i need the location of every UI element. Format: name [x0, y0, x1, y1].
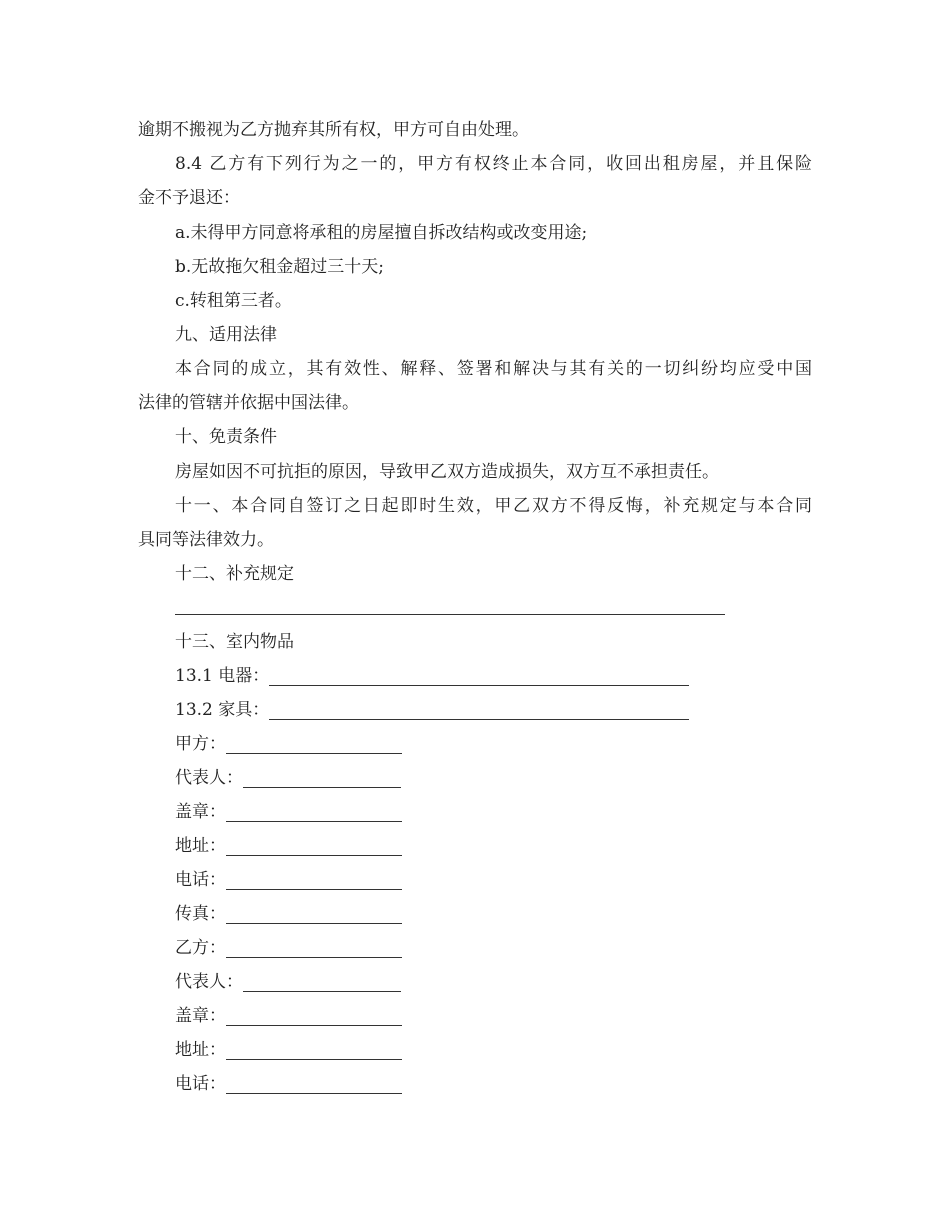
- party-a-address-label: 地址：: [175, 836, 226, 856]
- party-b-phone-field: [175, 1067, 402, 1101]
- clause-8-4-line: 8.4 乙方有下列行为之一的，甲方有权终止本合同，收回出租房屋，并且保险: [175, 154, 812, 174]
- party-b-field: [175, 931, 402, 965]
- section-heading-13: 十三、室内物品: [175, 632, 294, 652]
- party-a-address-field: [175, 829, 402, 863]
- party-a-seal-blank[interactable]: [226, 795, 402, 822]
- section-heading-9: 九、适用法律: [175, 325, 277, 345]
- appliances-blank[interactable]: [269, 659, 689, 686]
- party-a-representative-label: 代表人：: [175, 768, 243, 788]
- party-b-seal-field: [175, 999, 402, 1033]
- party-b-phone-blank[interactable]: [226, 1067, 402, 1094]
- party-b-address-blank[interactable]: [226, 1033, 402, 1060]
- furniture-blank[interactable]: [269, 693, 689, 720]
- party-b-address-field: [175, 1033, 402, 1067]
- party-b-label: 乙方：: [175, 938, 226, 958]
- furniture-label: 13.2 家具：: [175, 700, 270, 720]
- party-b-representative-field: [175, 965, 401, 999]
- party-b-seal-blank[interactable]: [226, 999, 402, 1026]
- party-a-phone-label: 电话：: [175, 870, 226, 890]
- party-a-seal-field: [175, 795, 402, 829]
- party-a-blank[interactable]: [226, 727, 402, 754]
- party-b-representative-blank[interactable]: [243, 965, 401, 992]
- party-a-representative-field: [175, 761, 401, 795]
- party-b-representative-label: 代表人：: [175, 972, 243, 992]
- party-a-address-blank[interactable]: [226, 829, 402, 856]
- paragraph-line: 逾期不搬视为乙方抛弃其所有权，甲方可自由处理。: [138, 120, 529, 140]
- clause-item-c: c.转租第三者。: [175, 291, 292, 311]
- party-b-phone-label: 电话：: [175, 1074, 226, 1094]
- section-9-body-continuation: 法律的管辖并依据中国法律。: [138, 393, 359, 413]
- party-b-seal-label: 盖章：: [175, 1006, 226, 1026]
- section-heading-12: 十二、补充规定: [175, 564, 294, 584]
- clause-item-a: a.未得甲方同意将承租的房屋擅自拆改结构或改变用途;: [175, 223, 588, 243]
- party-a-representative-blank[interactable]: [243, 761, 401, 788]
- appliances-label: 13.1 电器：: [175, 666, 270, 686]
- clause-item-b: b.无故拖欠租金超过三十天;: [175, 257, 385, 277]
- party-a-seal-label: 盖章：: [175, 802, 226, 822]
- supplementary-blank-line[interactable]: [175, 614, 725, 615]
- section-11-continuation: 具同等法律效力。: [138, 530, 274, 550]
- party-b-address-label: 地址：: [175, 1040, 226, 1060]
- appliances-field: [175, 659, 689, 693]
- party-a-field: [175, 727, 402, 761]
- clause-8-4-continuation: 金不予退还：: [138, 188, 240, 208]
- party-a-fax-blank[interactable]: [226, 897, 402, 924]
- furniture-field: [175, 693, 689, 727]
- section-11-line: 十一、本合同自签订之日起即时生效，甲乙双方不得反悔，补充规定与本合同: [175, 496, 812, 516]
- section-10-body: 房屋如因不可抗拒的原因，导致甲乙双方造成损失，双方互不承担责任。: [175, 462, 719, 482]
- party-a-phone-field: [175, 863, 402, 897]
- party-a-label: 甲方：: [175, 734, 226, 754]
- party-a-phone-blank[interactable]: [226, 863, 402, 890]
- section-heading-10: 十、免责条件: [175, 427, 277, 447]
- section-9-body-line: 本合同的成立，其有效性、解释、签署和解决与其有关的一切纠纷均应受中国: [175, 359, 812, 379]
- party-b-blank[interactable]: [226, 931, 402, 958]
- party-a-fax-label: 传真：: [175, 904, 226, 924]
- party-a-fax-field: [175, 897, 402, 931]
